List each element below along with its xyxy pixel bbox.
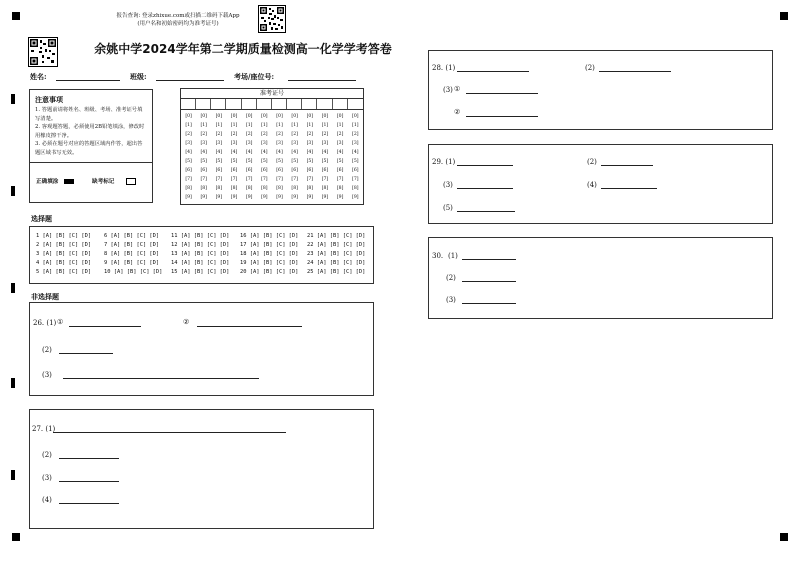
admission-digit-bubble[interactable]: [7] [200, 177, 207, 182]
admission-digit-bubble[interactable]: [0] [215, 114, 223, 119]
q28-3-answer-line-1[interactable] [466, 93, 538, 94]
admission-digit-bubble[interactable]: [8] [291, 186, 298, 191]
q27-part-3: (3) [42, 474, 52, 482]
admission-digit-column [333, 112, 348, 202]
admission-write-cell[interactable] [333, 99, 348, 109]
q26-number: 26. (1) [33, 319, 57, 327]
admission-digit-bubble[interactable]: [7] [230, 177, 238, 182]
admission-digit-bubble[interactable]: [8] [261, 186, 268, 191]
admission-digit-column [317, 112, 332, 202]
mcq-question-row[interactable]: 6 [A] [B] [C] [D] [104, 233, 160, 239]
admission-digit-bubble[interactable]: [4] [261, 150, 268, 155]
side-mark [11, 470, 15, 480]
admission-digit-bubble[interactable]: [1] [291, 123, 298, 128]
side-mark [11, 283, 15, 293]
q27-1-answer-line[interactable] [53, 432, 286, 433]
admission-digit-bubble[interactable]: [9] [306, 195, 314, 200]
admission-digit-bubble[interactable]: [7] [276, 177, 283, 182]
q27-part-2: (2) [42, 451, 52, 459]
note-item: 2. 客观题答题，必须使用2B铅笔填涂，修改时用橡皮擦干净。 [35, 124, 145, 139]
admission-digit-bubble[interactable]: [8] [230, 186, 238, 191]
admission-digit-bubble[interactable]: [9] [185, 195, 192, 200]
q30-1-answer-line[interactable] [462, 259, 516, 260]
admission-digit-bubble[interactable]: [6] [276, 168, 283, 173]
q30-number: 30. [432, 252, 444, 260]
admission-digit-bubble[interactable]: [3] [336, 141, 344, 146]
mcq-question-row[interactable]: 2 [A] [B] [C] [D] [36, 242, 92, 248]
filled-box-icon [64, 179, 74, 184]
admission-digit-bubble[interactable]: [5] [336, 159, 344, 164]
q30-2-answer-line[interactable] [462, 281, 516, 282]
admission-write-cell[interactable] [211, 99, 226, 109]
admission-write-row [181, 99, 363, 110]
admission-write-cell[interactable] [348, 99, 363, 109]
admission-digit-bubble[interactable]: [2] [261, 132, 268, 137]
admission-digit-bubble[interactable]: [7] [245, 177, 253, 182]
admission-digit-bubble[interactable]: [8] [276, 186, 283, 191]
admission-digit-bubble[interactable]: [1] [230, 123, 238, 128]
q26-part-3: (3) [42, 371, 52, 379]
admission-digit-bubble[interactable]: [5] [215, 159, 223, 164]
admission-digit-bubble[interactable]: [0] [261, 114, 268, 119]
admission-digit-bubble[interactable]: [9] [261, 195, 268, 200]
admission-digit-bubble[interactable]: [2] [245, 132, 253, 137]
admission-digit-bubble[interactable]: [8] [336, 186, 344, 191]
alignment-mark [780, 533, 788, 541]
admission-digit-bubble[interactable]: [1] [306, 123, 314, 128]
admission-digit-bubble[interactable]: [5] [276, 159, 283, 164]
mcq-question-row[interactable]: 20 [A] [B] [C] [D] [240, 269, 299, 275]
admission-digit-column [211, 112, 226, 202]
name-field[interactable] [56, 80, 120, 81]
admission-digit-bubble[interactable]: [9] [230, 195, 238, 200]
q29-part-3: (3) [443, 181, 453, 189]
admission-digit-bubble[interactable]: [6] [245, 168, 253, 173]
notice-line-2: (用户名和初始密码均为准考证号) [137, 21, 219, 27]
admission-digit-bubble[interactable]: [3] [291, 141, 298, 146]
question-28-box [428, 50, 773, 130]
q29-3-answer-line[interactable] [457, 188, 513, 189]
report-notice [108, 12, 248, 28]
admission-digit-bubble[interactable]: [3] [261, 141, 268, 146]
admission-write-cell[interactable] [287, 99, 302, 109]
admission-digit-column [242, 112, 257, 202]
admission-digit-bubble[interactable]: [6] [200, 168, 207, 173]
admission-digit-bubble[interactable]: [2] [230, 132, 238, 137]
admission-digit-bubble[interactable]: [4] [321, 150, 329, 155]
admission-write-cell[interactable] [196, 99, 211, 109]
mcq-question-row[interactable]: 15 [A] [B] [C] [D] [171, 269, 230, 275]
q27-4-answer-line[interactable] [59, 503, 119, 504]
admission-digit-bubble[interactable]: [1] [276, 123, 283, 128]
admission-digit-bubble[interactable]: [2] [306, 132, 314, 137]
admission-digit-column [272, 112, 287, 202]
mcq-question-row[interactable]: 10 [A] [B] [C] [D] [104, 269, 163, 275]
admission-digit-bubble[interactable]: [8] [306, 186, 314, 191]
absent-mark-legend [92, 177, 136, 185]
admission-digit-bubble[interactable]: [9] [200, 195, 207, 200]
admission-digit-bubble[interactable]: [3] [306, 141, 314, 146]
correct-fill-label: 正确填涂 [36, 179, 59, 185]
student-qr-code [28, 37, 58, 67]
admission-digit-bubble[interactable]: [8] [352, 186, 359, 191]
q26-1-answer-line-2[interactable] [197, 326, 302, 327]
mcq-question-row[interactable]: 5 [A] [B] [C] [D] [36, 269, 92, 275]
admission-digit-bubble[interactable]: [3] [230, 141, 238, 146]
q26-circle-2: ② [183, 318, 190, 326]
admission-digit-column [196, 112, 211, 202]
q29-part-2: (2) [587, 158, 597, 166]
admission-digit-bubble[interactable]: [4] [306, 150, 314, 155]
admission-digit-bubble[interactable]: [9] [321, 195, 329, 200]
q28-part-2: (2) [585, 64, 595, 72]
admission-digit-bubble[interactable]: [1] [185, 123, 192, 128]
download-qr-code[interactable] [258, 5, 286, 33]
admission-digit-bubble[interactable]: [0] [276, 114, 283, 119]
admission-digit-bubble[interactable]: [1] [352, 123, 359, 128]
q27-part-4: (4) [42, 496, 52, 504]
admission-digit-bubble[interactable]: [5] [230, 159, 238, 164]
admission-digit-bubble[interactable]: [0] [245, 114, 253, 119]
mcq-question-row[interactable]: 21 [A] [B] [C] [D] [307, 233, 366, 239]
admission-digit-bubble[interactable]: [5] [291, 159, 298, 164]
admission-digit-bubble[interactable]: [7] [321, 177, 329, 182]
admission-digit-column [257, 112, 272, 202]
admission-digit-column [302, 112, 317, 202]
admission-digit-bubble[interactable]: [6] [185, 168, 192, 173]
admission-digit-bubble[interactable]: [1] [261, 123, 268, 128]
admission-digit-column [287, 112, 302, 202]
q27-3-answer-line[interactable] [59, 481, 119, 482]
admission-digit-bubble[interactable]: [7] [215, 177, 223, 182]
notes-divider [30, 162, 152, 163]
notes-heading: 注意事项 [35, 96, 63, 104]
q28-1-answer-line[interactable] [457, 71, 529, 72]
admission-digit-bubble[interactable]: [3] [321, 141, 329, 146]
alignment-mark [780, 12, 788, 20]
alignment-mark [12, 12, 20, 20]
class-label: 班级: [130, 72, 147, 81]
admission-digit-bubble[interactable]: [7] [352, 177, 359, 182]
admission-write-cell[interactable] [272, 99, 287, 109]
q26-2-answer-line[interactable] [59, 353, 113, 354]
admission-digit-bubble[interactable]: [2] [185, 132, 192, 137]
side-mark [11, 94, 15, 104]
admission-digit-bubble[interactable]: [1] [245, 123, 253, 128]
admission-digit-bubble[interactable]: [7] [291, 177, 298, 182]
mcq-question-row[interactable]: 12 [A] [B] [C] [D] [171, 242, 230, 248]
mcq-question-row[interactable]: 14 [A] [B] [C] [D] [171, 260, 230, 266]
q30-part-2: (2) [446, 274, 456, 282]
admission-digit-bubble[interactable]: [8] [185, 186, 192, 191]
admission-digit-bubble[interactable]: [0] [291, 114, 298, 119]
mcq-question-row[interactable]: 8 [A] [B] [C] [D] [104, 251, 160, 257]
notes-list [35, 106, 147, 158]
admission-digit-bubble[interactable]: [4] [336, 150, 344, 155]
admission-digit-bubble[interactable]: [4] [291, 150, 298, 155]
q27-2-answer-line[interactable] [59, 458, 119, 459]
mcq-question-row[interactable]: 24 [A] [B] [C] [D] [307, 260, 366, 266]
notes-box [29, 89, 153, 203]
mcq-question-row[interactable]: 3 [A] [B] [C] [D] [36, 251, 92, 257]
admission-digit-bubble[interactable]: [4] [185, 150, 192, 155]
admission-digit-bubble[interactable]: [5] [306, 159, 314, 164]
q29-2-answer-line[interactable] [601, 165, 653, 166]
admission-digit-columns [181, 110, 363, 202]
room-seat-field[interactable] [288, 80, 356, 81]
admission-digit-bubble[interactable]: [3] [245, 141, 253, 146]
admission-write-cell[interactable] [317, 99, 332, 109]
q29-part-5: (5) [443, 204, 453, 212]
admission-digit-bubble[interactable]: [6] [291, 168, 298, 173]
side-mark [11, 186, 15, 196]
admission-digit-bubble[interactable]: [7] [185, 177, 192, 182]
admission-digit-bubble[interactable]: [1] [215, 123, 223, 128]
q29-1-answer-line[interactable] [457, 165, 513, 166]
admission-digit-bubble[interactable]: [0] [352, 114, 359, 119]
q28-circle-2: ② [454, 108, 461, 116]
q26-1-answer-line-1[interactable] [69, 326, 141, 327]
absent-mark-checkbox[interactable] [126, 178, 136, 185]
admission-digit-bubble[interactable]: [8] [200, 186, 207, 191]
admission-digit-bubble[interactable]: [0] [306, 114, 314, 119]
admission-digit-bubble[interactable]: [1] [200, 123, 207, 128]
question-29-box [428, 144, 773, 224]
admission-digit-bubble[interactable]: [4] [245, 150, 253, 155]
notice-line-1: 报告查询: 登录zhixue.com或扫描二维码下载App [116, 13, 240, 19]
mcq-question-row[interactable]: 9 [A] [B] [C] [D] [104, 260, 160, 266]
admission-digit-bubble[interactable]: [2] [276, 132, 283, 137]
admission-write-cell[interactable] [242, 99, 257, 109]
admission-number-grid [180, 88, 364, 205]
q29-part-4: (4) [587, 181, 597, 189]
admission-digit-bubble[interactable]: [9] [276, 195, 283, 200]
admission-digit-column [226, 112, 241, 202]
note-item: 3. 必须在题号对应的答题区域内作答，超出答题区域书写无效。 [35, 141, 143, 156]
name-label: 姓名: [30, 72, 47, 81]
admission-digit-bubble[interactable]: [9] [336, 195, 344, 200]
admission-digit-column [348, 112, 363, 202]
room-seat-label: 考场/座位号: [234, 72, 275, 81]
admission-digit-bubble[interactable]: [2] [352, 132, 359, 137]
q30-part-3: (3) [446, 296, 456, 304]
admission-digit-bubble[interactable]: [2] [336, 132, 344, 137]
mcq-heading: 选择题 [31, 215, 52, 223]
admission-digit-bubble[interactable]: [6] [352, 168, 359, 173]
admission-digit-bubble[interactable]: [5] [261, 159, 268, 164]
note-item: 1. 答题前请将姓名、班级、考场、准考证号填写清楚。 [35, 107, 143, 122]
admission-digit-bubble[interactable]: [2] [200, 132, 207, 137]
admission-digit-bubble[interactable]: [3] [200, 141, 207, 146]
admission-write-cell[interactable] [257, 99, 272, 109]
q29-4-answer-line[interactable] [601, 188, 657, 189]
q26-3-answer-line[interactable] [63, 378, 259, 379]
admission-digit-bubble[interactable]: [8] [215, 186, 223, 191]
admission-digit-bubble[interactable]: [0] [230, 114, 238, 119]
q28-2-answer-line[interactable] [599, 71, 671, 72]
q30-part-1: (1) [448, 252, 458, 260]
admission-digit-bubble[interactable]: [5] [245, 159, 253, 164]
admission-digit-bubble[interactable]: [2] [291, 132, 298, 137]
mcq-question-row[interactable]: 22 [A] [B] [C] [D] [307, 242, 366, 248]
admission-digit-bubble[interactable]: [5] [200, 159, 207, 164]
admission-digit-bubble[interactable]: [7] [261, 177, 268, 182]
admission-digit-bubble[interactable]: [4] [200, 150, 207, 155]
mcq-question-row[interactable]: 1 [A] [B] [C] [D] [36, 233, 92, 239]
admission-digit-bubble[interactable]: [9] [291, 195, 298, 200]
question-27-box [29, 409, 374, 529]
mcq-question-row[interactable]: 16 [A] [B] [C] [D] [240, 233, 299, 239]
admission-digit-bubble[interactable]: [0] [336, 114, 344, 119]
mcq-question-row[interactable]: 13 [A] [B] [C] [D] [171, 251, 230, 257]
admission-header: 准考证号 [181, 89, 363, 99]
question-26-box [29, 302, 374, 396]
admission-digit-bubble[interactable]: [4] [352, 150, 359, 155]
q30-3-answer-line[interactable] [462, 303, 516, 304]
admission-write-cell[interactable] [302, 99, 317, 109]
admission-digit-column [181, 112, 196, 202]
admission-digit-bubble[interactable]: [2] [215, 132, 223, 137]
mcq-question-row[interactable]: 19 [A] [B] [C] [D] [240, 260, 299, 266]
absent-mark-label: 缺考标记 [92, 179, 115, 185]
mcq-question-row[interactable]: 25 [A] [B] [C] [D] [307, 269, 366, 275]
admission-digit-bubble[interactable]: [7] [336, 177, 344, 182]
admission-digit-bubble[interactable]: [6] [261, 168, 268, 173]
admission-digit-bubble[interactable]: [6] [321, 168, 329, 173]
mcq-question-row[interactable]: 18 [A] [B] [C] [D] [240, 251, 299, 257]
admission-digit-bubble[interactable]: [4] [230, 150, 238, 155]
admission-digit-bubble[interactable]: [0] [200, 114, 207, 119]
admission-digit-bubble[interactable]: [9] [215, 195, 223, 200]
q28-part-3: (3) [443, 86, 453, 94]
mcq-question-row[interactable]: 17 [A] [B] [C] [D] [240, 242, 299, 248]
q26-part-2: (2) [42, 346, 52, 354]
mcq-answer-area [29, 226, 374, 284]
admission-digit-bubble[interactable]: [8] [321, 186, 329, 191]
exam-title: 余姚中学2024学年第二学期质量检测高一化学学考答卷 [94, 42, 392, 56]
admission-digit-bubble[interactable]: [3] [185, 141, 192, 146]
side-mark [11, 378, 15, 388]
admission-digit-bubble[interactable]: [3] [276, 141, 283, 146]
question-30-box [428, 237, 773, 319]
admission-digit-bubble[interactable]: [2] [321, 132, 329, 137]
admission-digit-bubble[interactable]: [1] [336, 123, 344, 128]
q28-3-answer-line-2[interactable] [466, 116, 538, 117]
admission-digit-bubble[interactable]: [5] [321, 159, 329, 164]
q27-number: 27. (1) [32, 425, 56, 433]
correct-fill-legend [36, 177, 74, 185]
admission-digit-bubble[interactable]: [6] [215, 168, 223, 173]
admission-digit-bubble[interactable]: [3] [352, 141, 359, 146]
admission-digit-bubble[interactable]: [4] [215, 150, 223, 155]
admission-digit-bubble[interactable]: [5] [352, 159, 359, 164]
admission-digit-bubble[interactable]: [0] [185, 114, 192, 119]
mcq-question-row[interactable]: 4 [A] [B] [C] [D] [36, 260, 92, 266]
admission-digit-bubble[interactable]: [7] [306, 177, 314, 182]
q29-5-answer-line[interactable] [457, 211, 515, 212]
admission-digit-bubble[interactable]: [4] [276, 150, 283, 155]
admission-digit-bubble[interactable]: [6] [230, 168, 238, 173]
nonmcq-heading: 非选择题 [31, 293, 59, 301]
admission-digit-bubble[interactable]: [3] [215, 141, 223, 146]
q29-number: 29. (1) [432, 158, 456, 166]
alignment-mark [12, 533, 20, 541]
admission-digit-bubble[interactable]: [9] [245, 195, 253, 200]
admission-digit-bubble[interactable]: [8] [245, 186, 253, 191]
admission-digit-bubble[interactable]: [9] [352, 195, 359, 200]
admission-digit-bubble[interactable]: [1] [321, 123, 329, 128]
q28-circle-1: ① [454, 85, 461, 93]
admission-digit-bubble[interactable]: [5] [185, 159, 192, 164]
mcq-question-row[interactable]: 23 [A] [B] [C] [D] [307, 251, 366, 257]
admission-digit-bubble[interactable]: [6] [336, 168, 344, 173]
q26-circle-1: ① [57, 318, 64, 326]
mcq-question-row[interactable]: 11 [A] [B] [C] [D] [171, 233, 230, 239]
mcq-question-row[interactable]: 7 [A] [B] [C] [D] [104, 242, 160, 248]
admission-digit-bubble[interactable]: [0] [321, 114, 329, 119]
class-field[interactable] [156, 80, 224, 81]
admission-write-cell[interactable] [226, 99, 241, 109]
admission-digit-bubble[interactable]: [6] [306, 168, 314, 173]
q28-number: 28. (1) [432, 64, 456, 72]
admission-write-cell[interactable] [181, 99, 196, 109]
